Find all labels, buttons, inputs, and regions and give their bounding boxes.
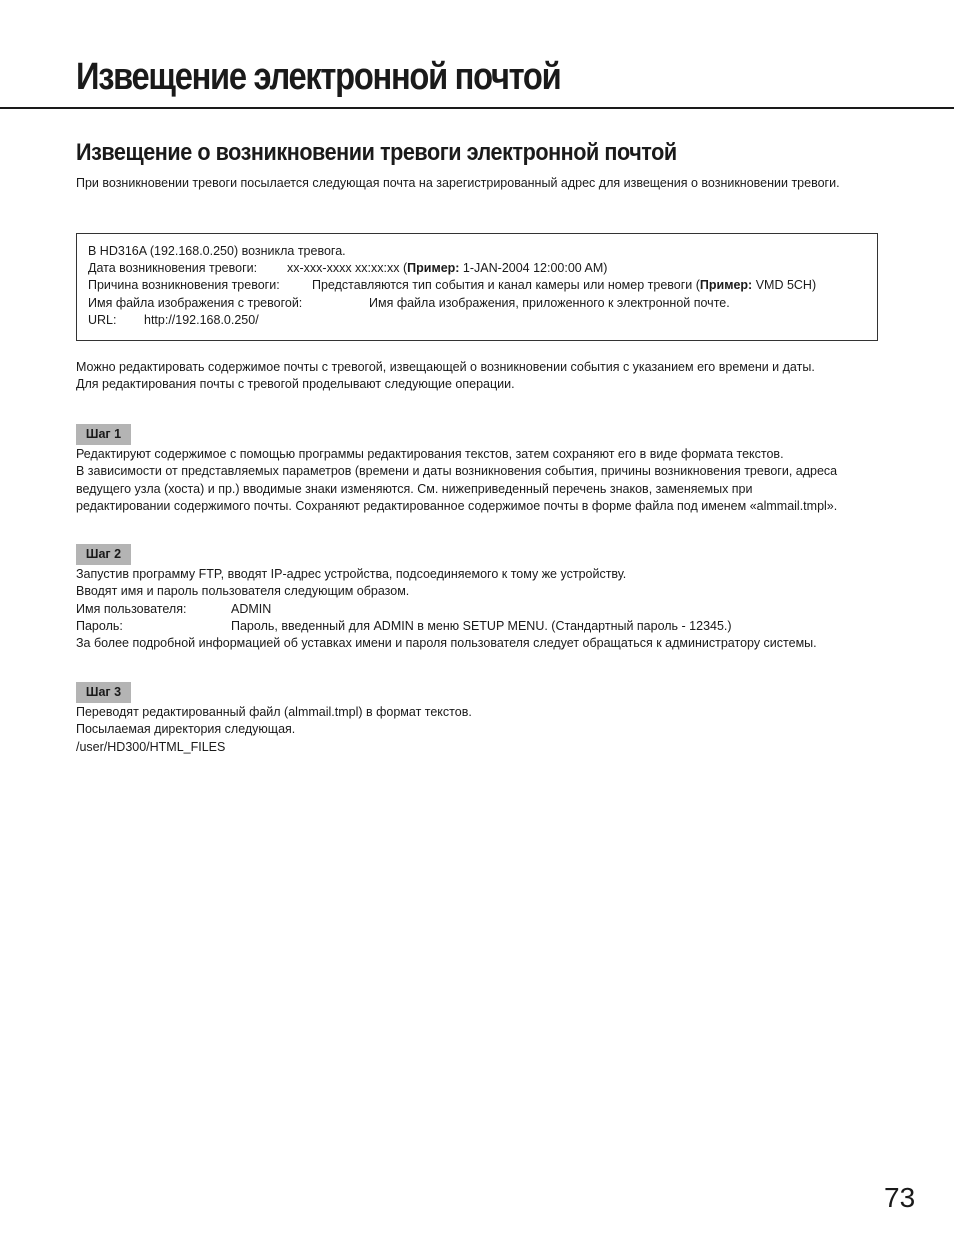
- step-2-badge: Шаг 2: [76, 544, 131, 565]
- email-url-label: URL:: [88, 313, 117, 327]
- step-3-badge: Шаг 3: [76, 682, 131, 703]
- page-number: 73: [884, 1182, 916, 1213]
- step-1-badge: Шаг 1: [76, 424, 131, 445]
- email-date-label: Дата возникновения тревоги:: [88, 261, 258, 275]
- page-title: Извещение электронной почтой: [76, 56, 561, 98]
- email-file-value: Имя файла изображения, приложенного к электронной почте.: [369, 296, 730, 310]
- email-line-alarm: В HD316A (192.168.0.250) возникла тревога.: [88, 244, 346, 258]
- email-file-label: Имя файла изображения с тревогой:: [88, 296, 303, 310]
- password-label: Пароль:: [76, 618, 123, 633]
- step-2-body: Запустив программу FTP, вводят IP-адрес устройства, подсоединяемого к тому же устройству. Вводят имя и пароль пользователя следующим образом. Имя пользователя: ADMIN Пароль: Пароль, введенный для ADMIN в меню SETUP MENU. (Стандартный пароль - 12345.) За более подробной информацией об уставках имени и пароля пользователя следует обращаться к администратору системы.: [76, 567, 817, 651]
- step-3-body: Переводят редактированный файл (almmail.tmpl) в формат текстов. Посылаемая директория следующая. /user/HD300/HTML_FILES: [76, 705, 472, 754]
- title-divider: [0, 107, 954, 109]
- edit-description: Можно редактировать содержимое почты с тревогой, извещающей о возникновении события с указанием его времени и даты. Для редактирования почты с тревогой проделывают следующие операции.: [76, 360, 815, 391]
- email-example-box: [76, 233, 878, 341]
- password-value: Пароль, введенный для ADMIN в меню SETUP MENU. (Стандартный пароль - 12345.): [231, 618, 732, 633]
- username-value: ADMIN: [231, 601, 272, 616]
- email-date-value: xx-xxx-xxxx xx:xx:xx (Пример: 1-JAN-2004 12:00:00 AM): [287, 261, 608, 275]
- step-1-body: Редактируют содержимое с помощью программы редактирования текстов, затем сохраняют его в виде формата текстов. В зависимости от представляемых параметров (времени и даты возникновения события, причины возникновения тревоги, адреса ведущего узла (хоста) и пр.) вводимые знаки изменяются. См. нижеприведенный перечень знаков, заменяемых при редактировании содержимого почты. Сохраняют редактированное содержимое почты в форме файла под именем «almmail.tmpl».: [76, 447, 838, 513]
- username-label: Имя пользователя:: [76, 601, 187, 616]
- email-cause-label: Причина возникновения тревоги:: [88, 278, 280, 292]
- email-cause-value: Представляются тип события и канал камеры или номер тревоги (Пример: VMD 5CH): [312, 278, 817, 292]
- intro-text: При возникновении тревоги посылается следующая почта на зарегистрированный адрес для извещения о возникновении тревоги.: [76, 176, 840, 190]
- email-url-value: http://192.168.0.250/: [144, 313, 259, 327]
- section-title: Извещение о возникновении тревоги электронной почтой: [76, 139, 677, 166]
